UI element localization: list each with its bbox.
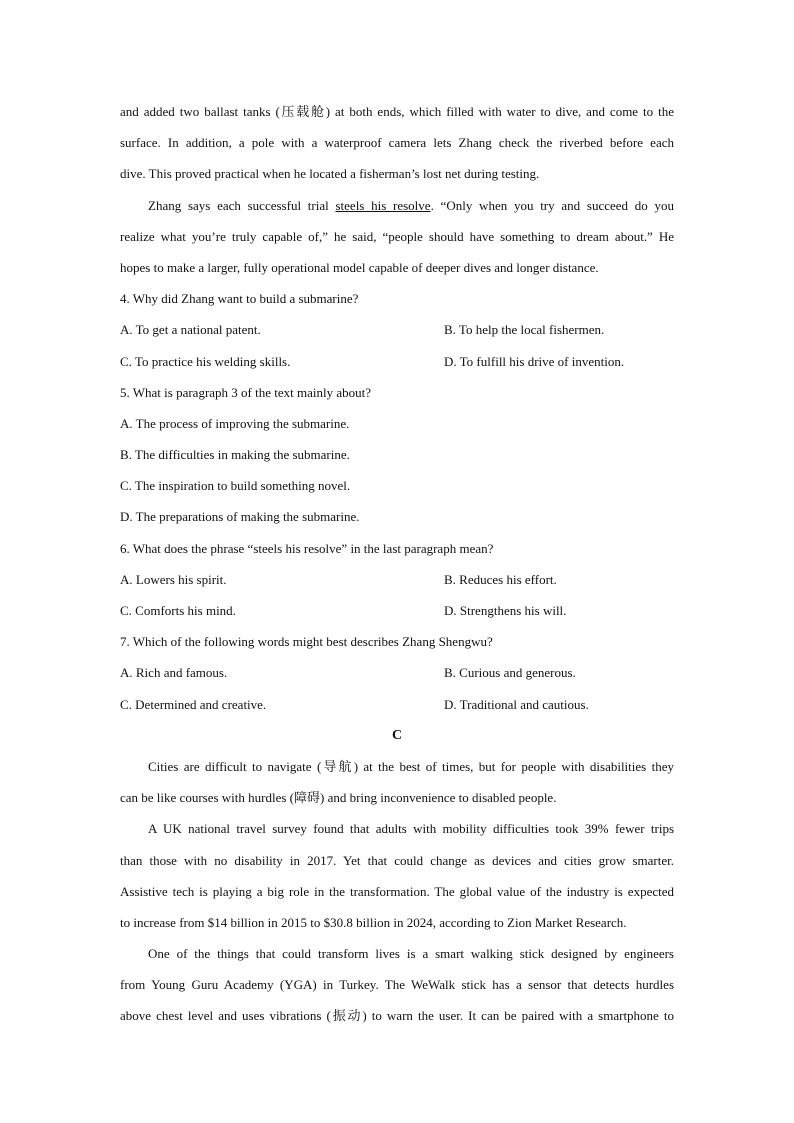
text-line: Cities are difficult to navigate (导航) at the best of times, but for people with disabilities they [148, 758, 674, 774]
text-line: A UK national travel survey found that adults with mobility difficulties took 39% fewer trips [148, 821, 674, 837]
passage-c-paragraph-1 [120, 751, 674, 813]
option-d[interactable]: D. Traditional and cautious. [444, 696, 589, 712]
text-line: above chest level and uses vibrations (振动) to warn the user. It can be paired with a smartphone to [120, 1008, 674, 1024]
option-row [120, 595, 674, 626]
option-c[interactable]: C. The inspiration to build something novel. [120, 478, 351, 494]
option-c[interactable]: C. To practice his welding skills. [120, 353, 291, 369]
text-line: to increase from $14 billion in 2015 to $30.8 billion in 2024, according to Zion Market Research. [120, 914, 627, 930]
text-line: Zhang says each successful trial steels his resolve. “Only when you try and succeed do you [148, 197, 675, 213]
passage-c-paragraph-3 [120, 938, 674, 1032]
text-line: hopes to make a larger, fully operational model capable of deeper dives and longer distance. [120, 259, 599, 275]
option-a[interactable]: A. The process of improving the submarine. [120, 415, 350, 431]
text-line: than those with no disability in 2017. Yet that could change as devices and cities grow smarter. [120, 852, 674, 868]
question-stem: 5. What is paragraph 3 of the text mainly about? [120, 384, 372, 400]
option-row [120, 346, 674, 377]
text-line: realize what you’re truly capable of,” he said, “people should have something to dream about.” He [120, 228, 674, 244]
option-c[interactable]: C. Determined and creative. [120, 696, 267, 712]
text-line: can be like courses with hurdles (障碍) and bring inconvenience to disabled people. [120, 790, 557, 806]
question-4 [120, 283, 674, 377]
option-d[interactable]: D. To fulfill his drive of invention. [444, 353, 625, 369]
question-6 [120, 533, 674, 627]
option-row [120, 564, 674, 595]
passage-c-heading: C [391, 727, 403, 743]
text-line: Assistive tech is playing a big role in the transformation. The global value of the industry is expected [120, 883, 674, 899]
question-stem: 4. Why did Zhang want to build a submarine? [120, 291, 359, 307]
text-line: from Young Guru Academy (YGA) in Turkey. The WeWalk stick has a sensor that detects hurdles [120, 977, 674, 993]
passage-c-paragraph-2 [120, 813, 674, 938]
option-row [120, 314, 674, 345]
question-5 [120, 377, 674, 533]
option-a[interactable]: A. Lowers his spirit. [120, 571, 227, 587]
question-stem: 6. What does the phrase “steels his resolve” in the last paragraph mean? [120, 540, 494, 556]
text-line: dive. This proved practical when he located a fisherman’s lost net during testing. [120, 166, 540, 182]
option-b[interactable]: B. Reduces his effort. [444, 571, 557, 587]
underlined-phrase: steels his resolve [335, 197, 431, 213]
option-c[interactable]: C. Comforts his mind. [120, 603, 236, 618]
passage-b-paragraph [120, 96, 674, 190]
question-stem: 7. Which of the following words might best describes Zhang Shengwu? [120, 634, 493, 650]
option-b[interactable]: B. To help the local fishermen. [444, 322, 605, 338]
passage-b-last-paragraph [120, 190, 674, 284]
text-line: surface. In addition, a pole with a waterproof camera lets Zhang check the riverbed before each [120, 135, 674, 151]
option-row [120, 689, 674, 720]
text-line: and added two ballast tanks (压载舱) at both ends, which filled with water to dive, and come to the [120, 104, 674, 119]
document-page [120, 96, 674, 1032]
option-b[interactable]: B. The difficulties in making the submarine. [120, 447, 350, 463]
option-a[interactable]: A. Rich and famous. [120, 665, 228, 681]
option-b[interactable]: B. Curious and generous. [444, 665, 576, 681]
option-d[interactable]: D. Strengthens his will. [444, 603, 567, 618]
option-a[interactable]: A. To get a national patent. [120, 322, 261, 338]
text-line: One of the things that could transform lives is a smart walking stick designed by engineers [148, 946, 674, 962]
question-7 [120, 626, 674, 720]
option-row [120, 657, 674, 688]
option-d[interactable]: D. The preparations of making the submarine. [120, 509, 360, 525]
